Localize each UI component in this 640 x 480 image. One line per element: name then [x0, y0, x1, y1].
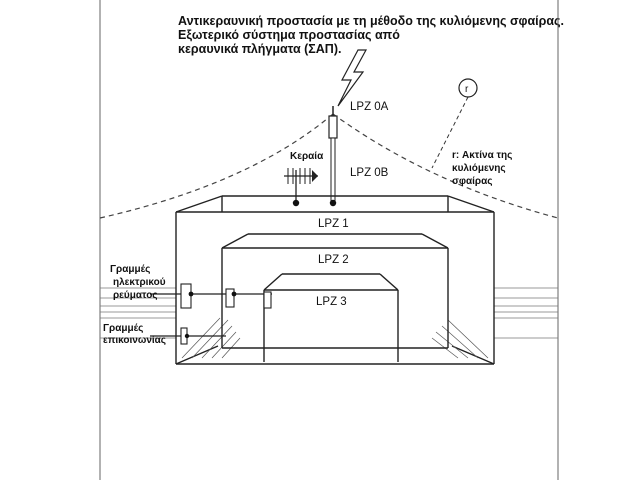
zone-label-lpz0b: LPZ 0B [350, 167, 389, 179]
header-line-2: Εξωτερικό σύστημα προστασίας από [178, 28, 400, 42]
lightning-bolt-icon [338, 50, 366, 106]
zone-label-lpz3: LPZ 3 [316, 296, 347, 308]
antenna-icon [284, 168, 318, 206]
zone-label-lpz2: LPZ 2 [318, 254, 349, 266]
radius-label-line-3: σφαίρας [452, 176, 493, 187]
surge-protector-lpz1-icon [181, 284, 191, 308]
zone-label-lpz1: LPZ 1 [318, 218, 349, 230]
zone-label-lpz0a: LPZ 0A [350, 101, 389, 113]
header-line-1: Αντικεραυνική προστασία με τη μέθοδο της κυλιόμενης σφαίρας. [178, 14, 565, 28]
comm-lines-label-2: επικοινωνίας [103, 335, 167, 346]
rolling-sphere-arc-right [333, 114, 558, 218]
air-terminal [329, 106, 337, 206]
header-line-3: κεραυνικά πλήγματα (ΣΑΠ). [178, 42, 342, 56]
antenna-label: Κεραία [290, 151, 324, 162]
power-lines-label-1: Γραμμές [110, 264, 151, 275]
radius-label-line-1: r: Ακτίνα της [452, 150, 513, 161]
surge-protector-lpz2-icon [226, 289, 234, 307]
power-lines-label-2: ηλεκτρικού [113, 277, 166, 288]
power-lines-label-3: ρεύματος [113, 290, 158, 301]
radius-symbol-label: r [465, 84, 469, 95]
surge-protector-lpz3-icon [264, 292, 271, 308]
radius-label-line-2: κυλιόμενης [452, 163, 506, 174]
comm-lines-label-1: Γραμμές [103, 323, 144, 334]
